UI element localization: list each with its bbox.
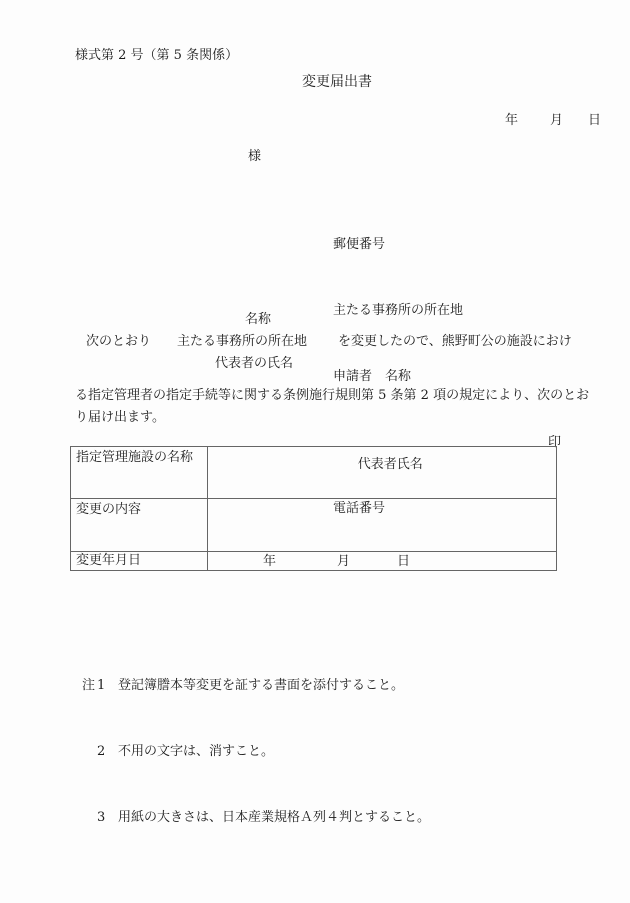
change-details-table (70, 446, 557, 571)
postal-code-label: 郵便番号 (333, 237, 386, 252)
addressee-suffix: 様 (248, 149, 262, 164)
applicant-name-label: 申請者 名称 (333, 369, 412, 384)
footnotes (82, 631, 430, 873)
change-date-label: 変更年月日 (71, 552, 208, 571)
footnote-2-number: 2 (97, 744, 106, 759)
date-day-label: 日 (588, 113, 602, 128)
facility-name-label: 指定管理施設の名称 (71, 447, 208, 499)
footnote-2 (82, 741, 430, 763)
body-paragraph-line-1: る指定管理者の指定手続等に関する条例施行規則第 5 条第 2 項の規定により、次のとお (75, 388, 590, 403)
change-date-value-cell (208, 552, 557, 571)
body-lead: 次のとおり (86, 334, 152, 349)
document-title: 変更届出書 (302, 74, 372, 90)
change-option-representative: 代表者の氏名 (215, 356, 294, 371)
change-content-value-cell (208, 499, 557, 552)
office-address-label: 主たる事務所の所在地 (333, 303, 464, 318)
date-month-label: 月 (550, 113, 564, 128)
footnote-2-text: 不用の文字は、消すこと。 (118, 744, 275, 759)
footnote-3-text: 用紙の大きさは、日本産業規格Ａ列４判とすること。 (118, 810, 431, 825)
body-paragraph-line-2: り届け出ます。 (75, 410, 165, 425)
change-content-label: 変更の内容 (71, 499, 208, 552)
footnote-1-text: 登記簿謄本等変更を証する書面を添付すること。 (118, 678, 405, 693)
table-row-change-date (71, 552, 557, 571)
table-date-year-label: 年 (263, 554, 277, 569)
phone-label: 電話番号 (333, 501, 386, 516)
date-line (0, 110, 630, 132)
footnote-1 (82, 675, 430, 697)
footnote-1-number: 1 (97, 678, 106, 693)
change-option-office-address: 主たる事務所の所在地 (177, 334, 308, 349)
date-year-label: 年 (505, 113, 519, 128)
form-number: 様式第 2 号（第 5 条関係） (75, 48, 239, 63)
footnote-marker: 注 (82, 678, 96, 693)
representative-label: 代表者氏名 (357, 457, 423, 472)
table-date-day-label: 日 (397, 554, 411, 569)
footnote-3 (82, 807, 430, 829)
table-date-month-label: 月 (337, 554, 351, 569)
footnote-3-number: 3 (97, 810, 106, 825)
table-row-change-content (71, 499, 557, 552)
table-row-facility-name (71, 447, 557, 499)
change-option-name: 名称 (245, 312, 272, 327)
seal-mark: 印 (548, 435, 562, 450)
facility-name-value-cell (208, 447, 557, 499)
body-after-options: を変更したので、熊野町公の施設におけ (338, 334, 572, 349)
